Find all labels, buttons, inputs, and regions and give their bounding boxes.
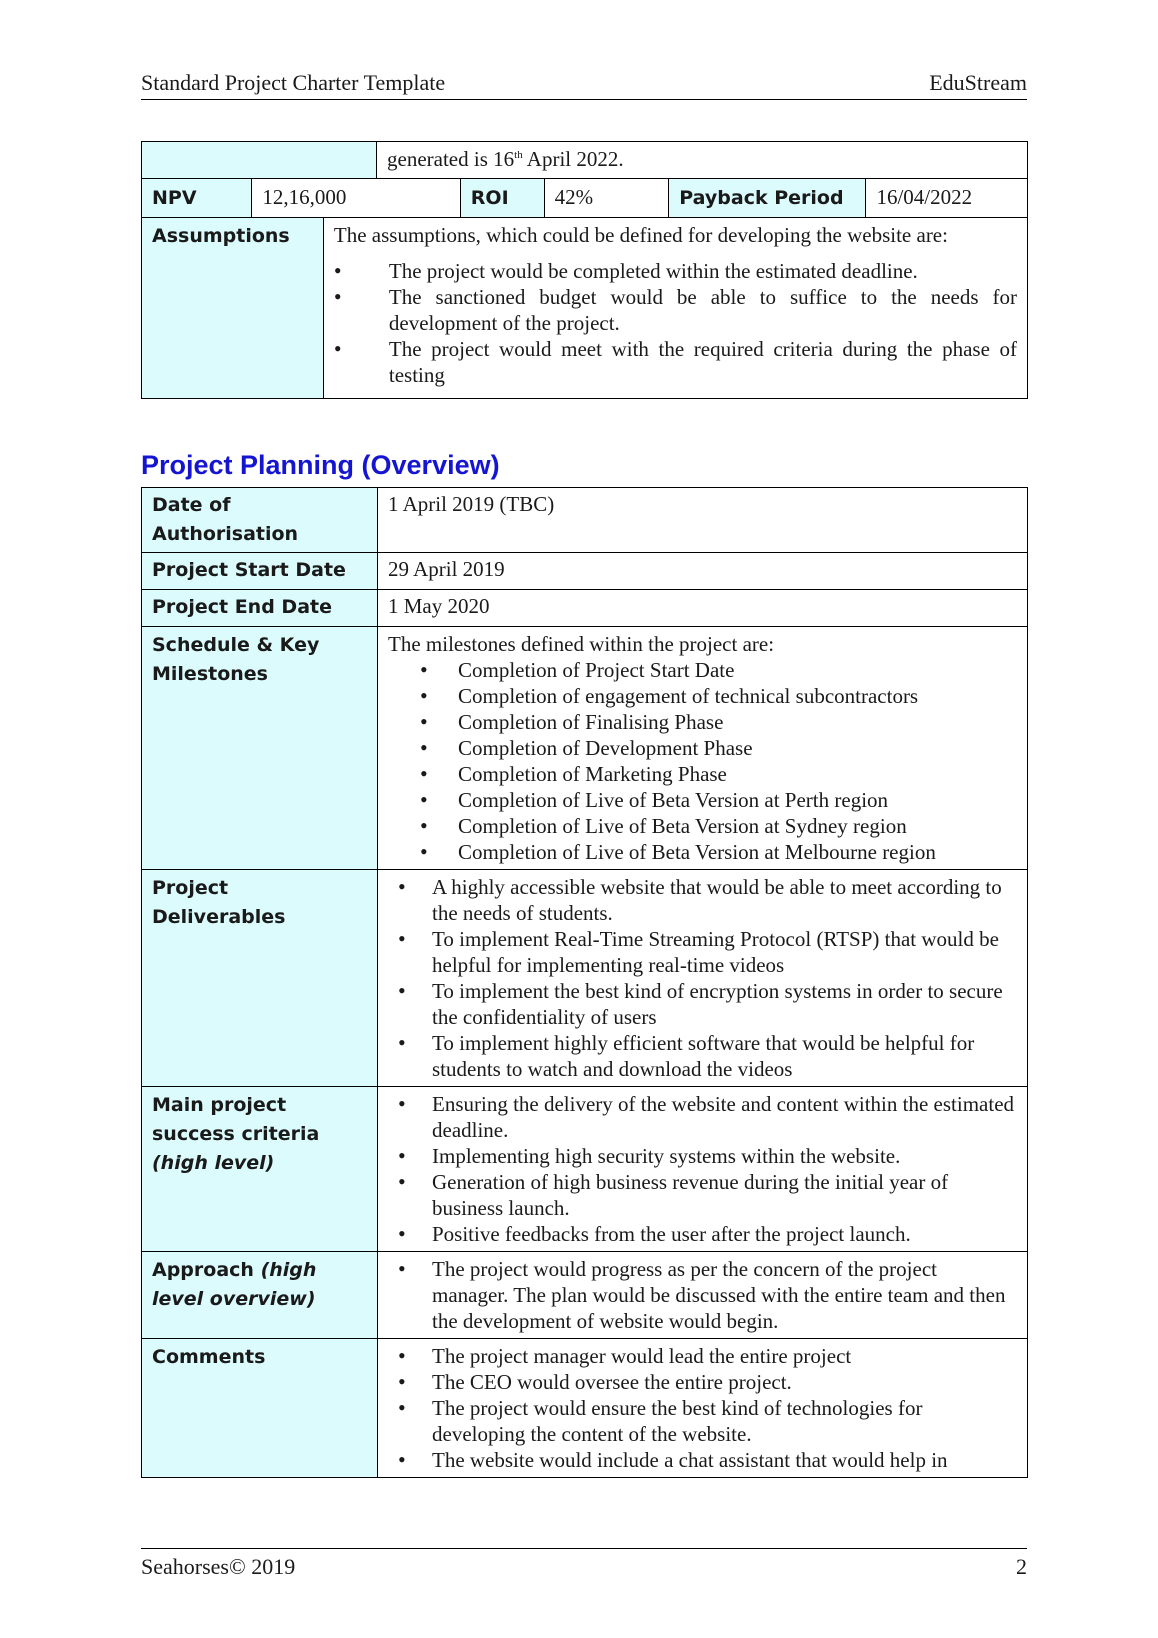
continuation-cell: generated is 16th April 2022. (377, 142, 1028, 179)
npv-label: NPV (142, 179, 252, 218)
list-item: • The website would include a chat assistant that would help in (388, 1447, 1017, 1473)
financials-table (141, 141, 1028, 399)
list-item: • Implementing high security systems within the website. (388, 1143, 1017, 1169)
assumptions-list (334, 258, 1017, 388)
page-header (141, 66, 1027, 100)
authorisation-value: 1 April 2019 (TBC) (378, 488, 1028, 553)
list-item: • Ensuring the delivery of the website and content within the estimated deadline. (388, 1091, 1017, 1143)
list-item: • The project would ensure the best kind of technologies for developing the content of the website. (388, 1395, 1017, 1447)
list-item: • The project would progress as per the concern of the project manager. The plan would be discussed with the entire team and then the development of website would begin. (388, 1256, 1017, 1334)
start-date-label: Project Start Date (142, 553, 378, 590)
list-item: • The project manager would lead the entire project (388, 1343, 1017, 1369)
approach-label: Approach (high level overview) (142, 1252, 378, 1339)
deliverables-list (388, 874, 1017, 1082)
list-item: • Completion of Finalising Phase (388, 709, 1017, 735)
authorisation-row (142, 488, 1028, 553)
project-name: EduStream (929, 70, 1027, 95)
roi-value: 42% (544, 179, 669, 218)
page-number: 2 (1016, 1554, 1027, 1579)
page-footer (141, 1548, 1027, 1579)
list-item: • The sanctioned budget would be able to suffice to the needs for development of the project. (334, 284, 1017, 336)
success-criteria-cell (378, 1087, 1028, 1252)
copyright-text: Seahorses© 2019 (141, 1554, 296, 1579)
assumptions-row (142, 218, 1028, 399)
assumptions-cell (323, 218, 1027, 399)
continuation-row (142, 142, 1028, 179)
roi-label: ROI (460, 179, 544, 218)
list-item: • Completion of Development Phase (388, 735, 1017, 761)
list-item: • To implement Real-Time Streaming Protocol (RTSP) that would be helpful for implementing real-time videos (388, 926, 1017, 978)
milestones-row (142, 627, 1028, 870)
list-item: • The project would meet with the required criteria during the phase of testing (334, 336, 1017, 388)
list-item: • Positive feedbacks from the user after the project launch. (388, 1221, 1017, 1247)
milestones-cell (378, 627, 1028, 870)
document-title: Standard Project Charter Template (141, 70, 446, 95)
success-criteria-list (388, 1091, 1017, 1247)
list-item: • Completion of Project Start Date (388, 657, 1017, 683)
deliverables-row (142, 870, 1028, 1087)
list-item: • To implement the best kind of encryption systems in order to secure the confidentiality of users (388, 978, 1017, 1030)
section-title: Project Planning (Overview) (141, 450, 500, 480)
payback-value: 16/04/2022 (866, 179, 1028, 218)
empty-label-cell (142, 142, 377, 179)
comments-label: Comments (142, 1339, 378, 1478)
approach-cell (378, 1252, 1028, 1339)
list-item: • The CEO would oversee the entire project. (388, 1369, 1017, 1395)
end-date-row (142, 590, 1028, 627)
milestones-intro: The milestones defined within the project are: (388, 632, 775, 656)
list-item: • To implement highly efficient software that would be helpful for students to watch and download the videos (388, 1030, 1017, 1082)
assumptions-label: Assumptions (142, 218, 324, 399)
comments-row (142, 1339, 1028, 1478)
end-date-value: 1 May 2020 (378, 590, 1028, 627)
milestones-label: Schedule & Key Milestones (142, 627, 378, 870)
financial-metrics-row (142, 179, 1028, 218)
list-item: • Completion of Live of Beta Version at Perth region (388, 787, 1017, 813)
deliverables-cell (378, 870, 1028, 1087)
list-item: • Generation of high business revenue during the initial year of business launch. (388, 1169, 1017, 1221)
milestones-list (388, 657, 1017, 865)
start-date-row (142, 553, 1028, 590)
authorisation-label: Date of Authorisation (142, 488, 378, 553)
approach-row (142, 1252, 1028, 1339)
approach-list (388, 1256, 1017, 1334)
success-criteria-label: Main project success criteria (high level) (142, 1087, 378, 1252)
deliverables-label: Project Deliverables (142, 870, 378, 1087)
end-date-label: Project End Date (142, 590, 378, 627)
payback-label: Payback Period (669, 179, 866, 218)
comments-cell (378, 1339, 1028, 1478)
start-date-value: 29 April 2019 (378, 553, 1028, 590)
npv-value: 12,16,000 (252, 179, 460, 218)
list-item: • The project would be completed within the estimated deadline. (334, 258, 1017, 284)
list-item: • Completion of Marketing Phase (388, 761, 1017, 787)
list-item: • Completion of engagement of technical subcontractors (388, 683, 1017, 709)
assumptions-intro: The assumptions, which could be defined for developing the website are: (333, 223, 948, 247)
comments-list (388, 1343, 1017, 1473)
success-criteria-row (142, 1087, 1028, 1252)
list-item: • Completion of Live of Beta Version at Sydney region (388, 813, 1017, 839)
list-item: • A highly accessible website that would be able to meet according to the needs of students. (388, 874, 1017, 926)
list-item: • Completion of Live of Beta Version at Melbourne region (388, 839, 1017, 865)
planning-table (141, 487, 1028, 1478)
